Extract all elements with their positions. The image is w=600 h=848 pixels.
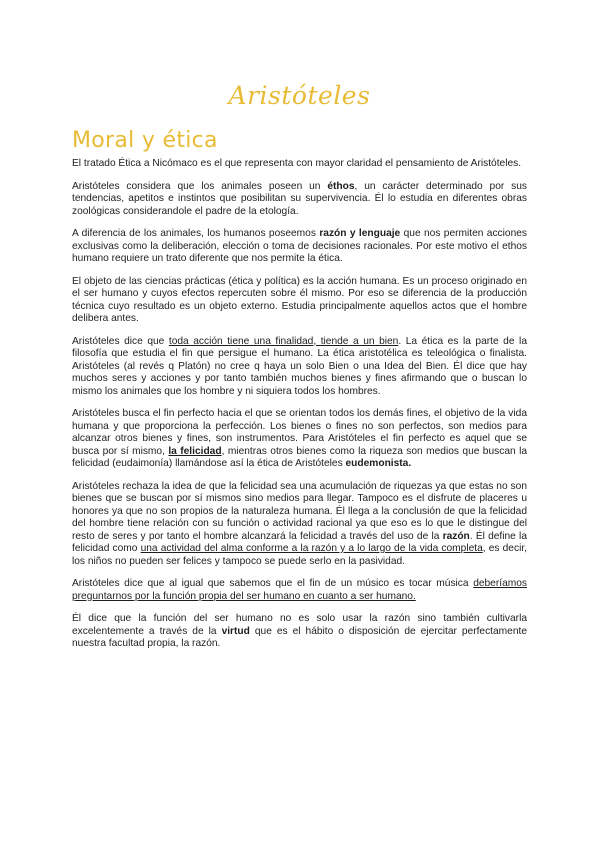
bold-term: eudemonista. bbox=[345, 458, 412, 469]
paragraph-6 bbox=[72, 408, 527, 471]
underlined-phrase: toda acción tiene una finalidad, tiende a un bien bbox=[168, 335, 399, 347]
bold-term: razón y lenguaje bbox=[319, 228, 401, 239]
bold-term: virtud bbox=[221, 625, 250, 637]
underlined-phrase: una actividad del alma conforme a la razón y a lo largo de la vida completa bbox=[140, 543, 483, 554]
text-run: Aristóteles dice que bbox=[72, 335, 169, 347]
text-run: , mientras otros bienes como la riqueza son medios que buscan la felicidad (eudaimonía) llamándose así la ética de Aristóteles bbox=[72, 445, 528, 469]
text-run: Aristóteles considera que los animales poseen un bbox=[72, 180, 328, 192]
text-run: Aristóteles rechaza la idea de que la felicidad sea una acumulación de riquezas ya que estas no son bienes que se buscan por sí mismos sino medios para llegar. Tampoco es el disfrute de placeres u honores ya que no son propios de la naturaleza humana. Él llega a la conclusión de que la felicidad del hombre tiene relación con su función o actividad racional ya que eso es lo que le distingue del resto de seres y por tanto el hombre alcanzará la felicidad a través del uso de la bbox=[72, 480, 527, 542]
bold-underlined-term: la felicidad bbox=[168, 445, 222, 457]
text-run: , es decir, los niños no pueden ser felices y tampoco se puede serlo en la pasividad. bbox=[72, 543, 527, 567]
text-run: que nos permiten acciones exclusivas como la deliberación, elección o toma de decisiones racionales. Por este motivo el ethos humano requiere un trato diferente que nos permite la ética. bbox=[72, 228, 528, 264]
text-run: , un carácter determinado por sus tendencias, apetitos e instintos que posibilitan su supervivencia. Él lo estudia en diferentes obras zoológicas considerandole el padre de la etología. bbox=[72, 180, 527, 217]
paragraph-1: El tratado Ética a Nicómaco es el que representa con mayor claridad el pensamiento de Aristóteles. bbox=[72, 158, 522, 169]
text-run: Aristóteles busca el fin perfecto hacia el que se orientan todos los demás fines, el objetivo de la vida humana y que proporciona la perfección. Los bienes o fines no son perfectos, son medios para alcanzar otros bienes y fines, son instrumentos. Para Aristóteles el fin perfecto es aquel que se busca por sí mismo, bbox=[72, 408, 527, 457]
text-run: que es el hábito o disposición de ejercitar perfectamente nuestra facultad propia, la razón. bbox=[72, 625, 527, 649]
paragraph-8 bbox=[72, 578, 527, 603]
bold-term: razón bbox=[442, 530, 470, 542]
text-run: Aristóteles dice que al igual que sabemos que el fin de un músico es tocar música bbox=[72, 578, 474, 589]
text-run: . La ética es la parte de la filosofía que estudia el fin que persigue el humano. La ética aristotélica es teleológica o finalista. Aristóteles (al revés q Platón) no cree q haya un solo Bien o una Idea del Bien. Él dice que hay muchos seres y acciones y por tanto también muchos bienes y fines afirmando que o buscan lo mismo los animales que los hombre y ni siquiera todos los hombres. bbox=[72, 335, 527, 397]
bold-term: éthos bbox=[327, 180, 355, 192]
paragraph-4: El objeto de las ciencias prácticas (ética y política) es la acción humana. Es un proceso originado en el ser humano y cuyos efectos repercuten sobre él mismo. Por eso se diferencia de la producción técnica cuyo resultado es un objeto externo. Estudia principalmente aquellos actos que el hombre delibera antes. bbox=[72, 275, 527, 324]
paragraph-7 bbox=[72, 481, 527, 569]
paragraph-5 bbox=[72, 336, 527, 399]
underlined-phrase: deberíamos preguntarnos por la función propia del ser humano en cuanto a ser humano. bbox=[72, 578, 527, 602]
paragraph-2 bbox=[72, 181, 527, 219]
paragraph-3 bbox=[72, 228, 527, 266]
paragraph-9 bbox=[72, 613, 527, 651]
text-run: A diferencia de los animales, los humanos poseemos bbox=[72, 228, 320, 239]
text-run: . Él define la felicidad como bbox=[72, 530, 527, 554]
section-heading: Moral y ética bbox=[72, 128, 218, 153]
document-title: Aristóteles bbox=[228, 81, 371, 110]
document-page bbox=[72, 0, 527, 661]
text-run: Él dice que la función del ser humano no es solo usar la razón sino también cultivarla excelentemente a través de la bbox=[72, 613, 527, 637]
